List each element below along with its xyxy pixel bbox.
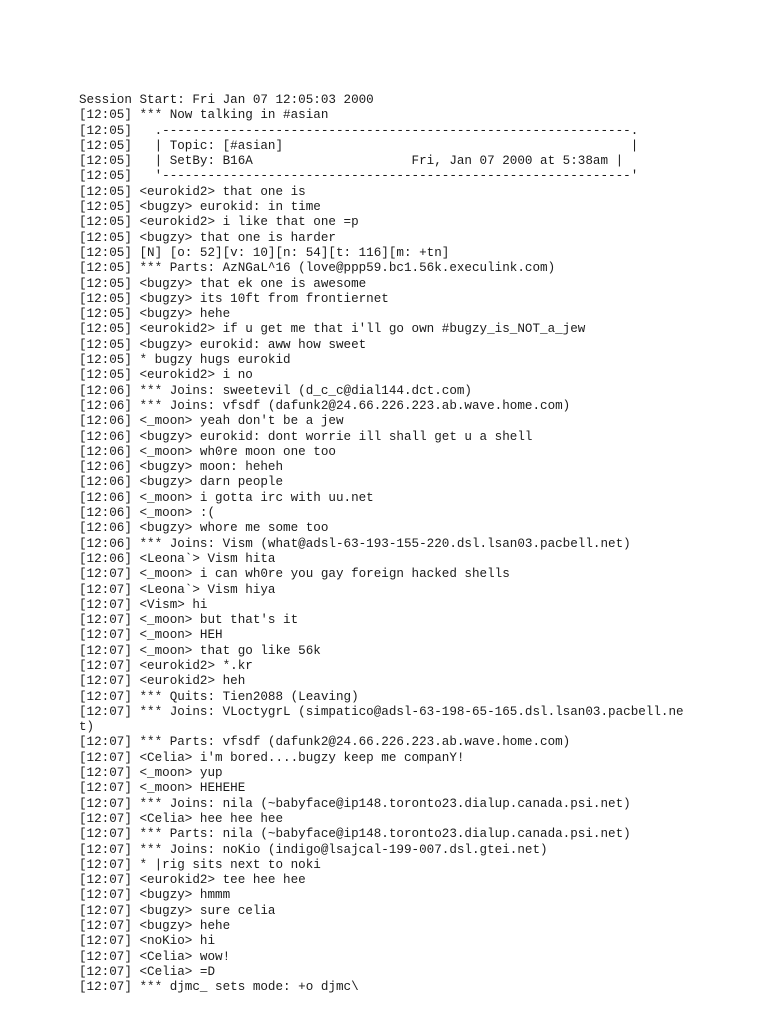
log-line: [12:06] <bugzy> darn people [79,475,284,490]
log-line: [12:07] <Celia> i'm bored....bugzy keep me companY! [79,750,465,765]
log-line: [12:07] <_moon> HEH [79,628,223,643]
log-line: [12:07] <noKio> hi [79,934,216,949]
log-line: [12:07] <_moon> HEHEHE [79,781,246,796]
log-line: [12:07] <eurokid2> heh [79,674,246,689]
log-line: [12:07] * |rig sits next to noki [79,857,321,872]
log-line: [12:05] [N] [o: 52][v: 10][n: 54][t: 116][m: +tn] [79,245,450,260]
session-start-line: Session Start: Fri Jan 07 12:05:03 2000 [79,93,374,107]
log-line: [12:06] <Leona`> Vism hita [79,551,276,566]
log-line: [12:07] <_moon> but that's it [79,613,299,628]
log-line: [12:07] <bugzy> hmmm [79,888,231,903]
log-line: [12:06] <bugzy> whore me some too [79,521,329,536]
log-line: [12:07] <bugzy> hehe [79,919,231,934]
log-line: [12:05] <bugzy> its 10ft from frontiernet [79,291,389,306]
log-line: [12:05] <bugzy> eurokid: aww how sweet [79,337,367,352]
log-line: [12:05] .--------------------------------------------------------------. [79,123,639,138]
log-line: [12:06] *** Joins: vfsdf (dafunk2@24.66.226.223.ab.wave.home.com) [79,398,571,413]
log-line: [12:07] <Celia> =D [79,964,216,979]
log-line: [12:06] <_moon> :( [79,506,216,521]
log-line: [12:05] <eurokid2> i like that one =p [79,215,359,230]
log-line: [12:07] <Celia> hee hee hee [79,811,284,826]
log-line: [12:05] <bugzy> that ek one is awesome [79,276,367,291]
log-line: [12:07] <_moon> that go like 56k [79,643,321,658]
log-line: [12:05] <bugzy> eurokid: in time [79,200,321,215]
log-line: [12:05] '--------------------------------------------------------------' [79,169,639,184]
log-line: [12:05] <bugzy> hehe [79,307,231,322]
log-line: [12:07] <_moon> yup [79,766,223,781]
log-line: [12:07] *** Joins: VLoctygrL (simpatico@adsl-63-198-65-165.dsl.lsan03.pacbell.ne [79,704,684,719]
log-line: [12:06] *** Joins: Vism (what@adsl-63-193-155-220.dsl.lsan03.pacbell.net) [79,536,631,551]
log-line: [12:07] *** Parts: vfsdf (dafunk2@24.66.226.223.ab.wave.home.com) [79,735,571,750]
log-line: t) [79,720,95,735]
log-line: [12:07] <eurokid2> tee hee hee [79,873,306,888]
log-line: [12:07] <Celia> wow! [79,949,231,964]
log-line: [12:07] *** Joins: noKio (indigo@lsajcal-199-007.dsl.gtei.net) [79,842,548,857]
log-line: [12:05] *** Parts: AzNGaL^16 (love@ppp59.bc1.56k.execulink.com) [79,261,556,276]
log-line: [12:05] <bugzy> that one is harder [79,230,336,245]
log-line: [12:06] <_moon> wh0re moon one too [79,444,336,459]
log-line: [12:07] <Leona`> Vism hiya [79,582,276,597]
log-line: [12:05] * bugzy hugs eurokid [79,353,291,368]
log-line: [12:07] <Vism> hi [79,597,208,612]
log-line: [12:07] *** Parts: nila (~babyface@ip148.toronto23.dialup.canada.psi.net) [79,827,631,842]
log-line: [12:06] *** Joins: sweetevil (d_c_c@dial144.dct.com) [79,383,472,398]
chat-log-document [79,93,754,996]
log-line: [12:06] <bugzy> eurokid: dont worrie ill shall get u a shell [79,429,533,444]
log-line: [12:06] <bugzy> moon: heheh [79,460,284,475]
log-line: [12:05] | Topic: [#asian] | [79,138,639,153]
log-line: [12:07] <bugzy> sure celia [79,903,276,918]
log-line: [12:05] *** Now talking in #asian [79,108,329,123]
log-line: [12:07] *** djmc_ sets mode: +o djmc\ [79,980,359,995]
log-line: [12:05] | SetBy: B16A Fri, Jan 07 2000 at 5:38am | [79,154,624,169]
log-line: [12:07] <_moon> i can wh0re you gay foreign hacked shells [79,567,510,582]
log-line: [12:05] <eurokid2> i no [79,368,253,383]
log-line: [12:05] <eurokid2> if u get me that i'll go own #bugzy_is_NOT_a_jew [79,322,586,337]
log-line: [12:07] *** Joins: nila (~babyface@ip148.toronto23.dialup.canada.psi.net) [79,796,631,811]
log-line: [12:05] <eurokid2> that one is [79,184,306,199]
log-line: [12:06] <_moon> i gotta irc with uu.net [79,490,374,505]
log-line: [12:07] *** Quits: Tien2088 (Leaving) [79,689,359,704]
log-line: [12:06] <_moon> yeah don't be a jew [79,414,344,429]
log-line: [12:07] <eurokid2> *.kr [79,658,253,673]
